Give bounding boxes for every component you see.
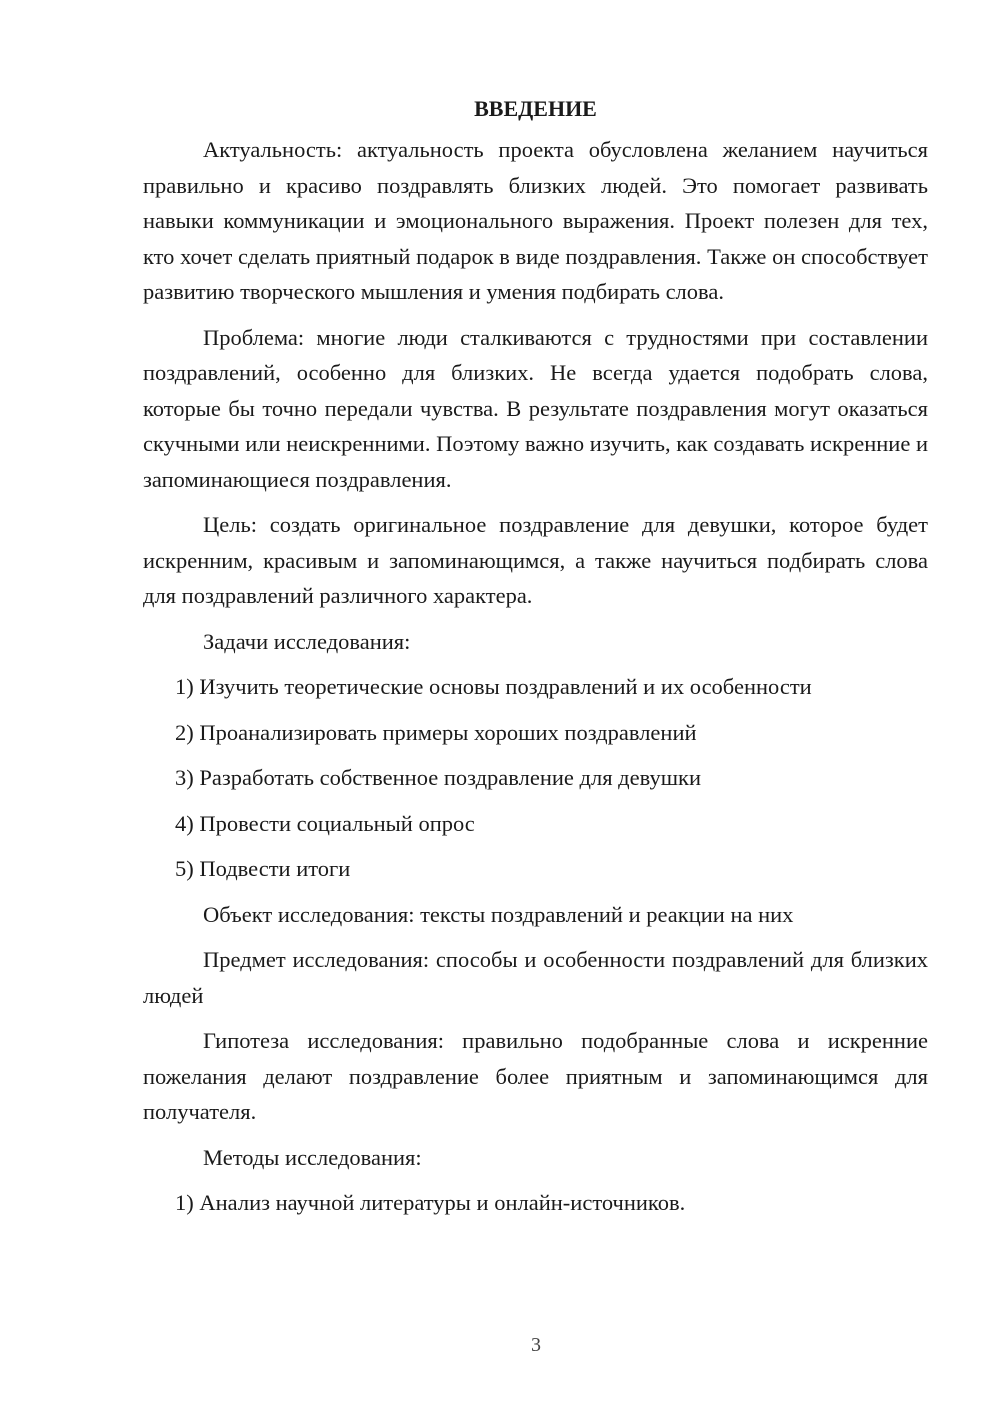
goal-paragraph: Цель: создать оригинальное поздравление для девушки, которое будет искренним, красивым и запоминающимся, а также научиться подбирать слова для поздравлений различного характера. <box>143 512 928 608</box>
task-item: 5) Подвести итоги <box>175 856 351 881</box>
tasks-title: Задачи исследования: <box>203 628 411 654</box>
problem-paragraph: Проблема: многие люди сталкиваются с трудностями при составлении поздравлений, особенно для близких. Не всегда удается подобрать слова, которые бы точно передали чувства. В результате поздравления могут оказаться скучными или неискренними. Поэтому важно изучить, как создавать искренние и запоминающиеся поздравления. <box>143 324 928 492</box>
task-item: 1) Изучить теоретические основы поздравлений и их особенности <box>175 674 812 699</box>
document-page <box>143 90 928 1221</box>
task-item: 4) Провести социальный опрос <box>175 810 475 836</box>
tasks-list <box>143 669 928 887</box>
object-paragraph: Объект исследования: тексты поздравлений и реакции на них <box>203 901 794 927</box>
page-number: 3 <box>531 1334 541 1356</box>
method-item: 1) Анализ научной литературы и онлайн-источников. <box>175 1190 686 1215</box>
hypothesis-paragraph: Гипотеза исследования: правильно подобранные слова и искренние пожелания делают поздравление более приятным и запоминающимся для получателя. <box>143 1028 928 1124</box>
methods-list <box>143 1185 928 1221</box>
task-item: 3) Разработать собственное поздравление для девушки <box>175 765 702 790</box>
task-item: 2) Проанализировать примеры хороших поздравлений <box>175 719 697 745</box>
subject-paragraph: Предмет исследования: способы и особенности поздравлений для близких людей <box>143 947 928 1008</box>
relevance-paragraph: Актуальность: актуальность проекта обусловлена желанием научиться правильно и красиво поздравлять близких людей. Это помогает развивать навыки коммуникации и эмоционального выражения. Проект полезен для тех, кто хочет сделать приятный подарок в виде поздравления. Также он способствует развитию творческого мышления и умения подбирать слова. <box>143 137 928 304</box>
section-heading: ВВЕДЕНИЕ <box>474 96 597 121</box>
methods-title: Методы исследования: <box>203 1144 422 1170</box>
